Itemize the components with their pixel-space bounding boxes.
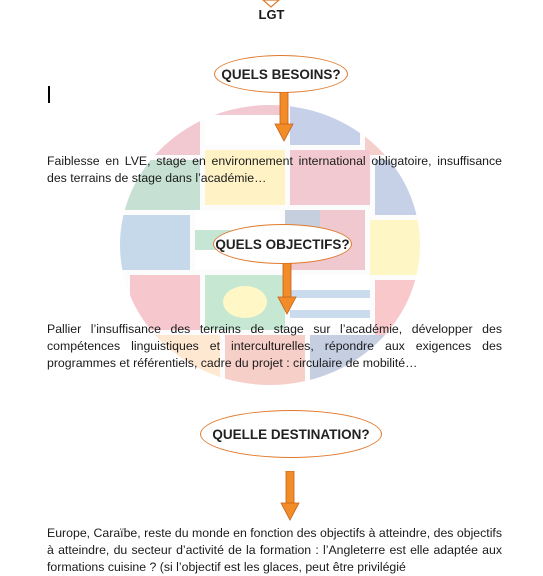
down-arrow-icon — [280, 471, 300, 521]
section-body: Pallier l’insuffisance des terrains de stage sur l’académie, développer des compétences linguistiques et interculturelles, répondre aux exigences des programmes et référentiels, cadre du projet : circulaire de mobilité… — [47, 322, 502, 370]
section-body: Faiblesse en LVE, stage en environnement international obligatoire, insuffisance des terrains de stage dans l’académie… — [47, 154, 502, 185]
down-arrow-icon — [261, 0, 281, 8]
heading-oval-besoins — [214, 55, 348, 93]
text-cursor — [48, 86, 50, 103]
heading-oval-destination — [200, 410, 382, 458]
down-arrow-icon — [274, 92, 294, 142]
section-heading: QUELS BESOINS? — [221, 66, 341, 82]
top-label: LGT — [258, 7, 285, 22]
section-heading: QUELS OBJECTIFS? — [215, 236, 350, 252]
down-arrow-icon — [277, 263, 297, 315]
section-heading: QUELLE DESTINATION? — [212, 426, 370, 442]
heading-oval-objectifs — [213, 224, 352, 264]
section-body: Europe, Caraïbe, reste du monde en fonction des objectifs à atteindre, des objectifs à atteindre, du secteur d’activité de la formation : l’Angleterre est elle adaptée aux formations cuisine ? (si l’objectif est les glaces, peut être privilégié — [47, 526, 502, 574]
